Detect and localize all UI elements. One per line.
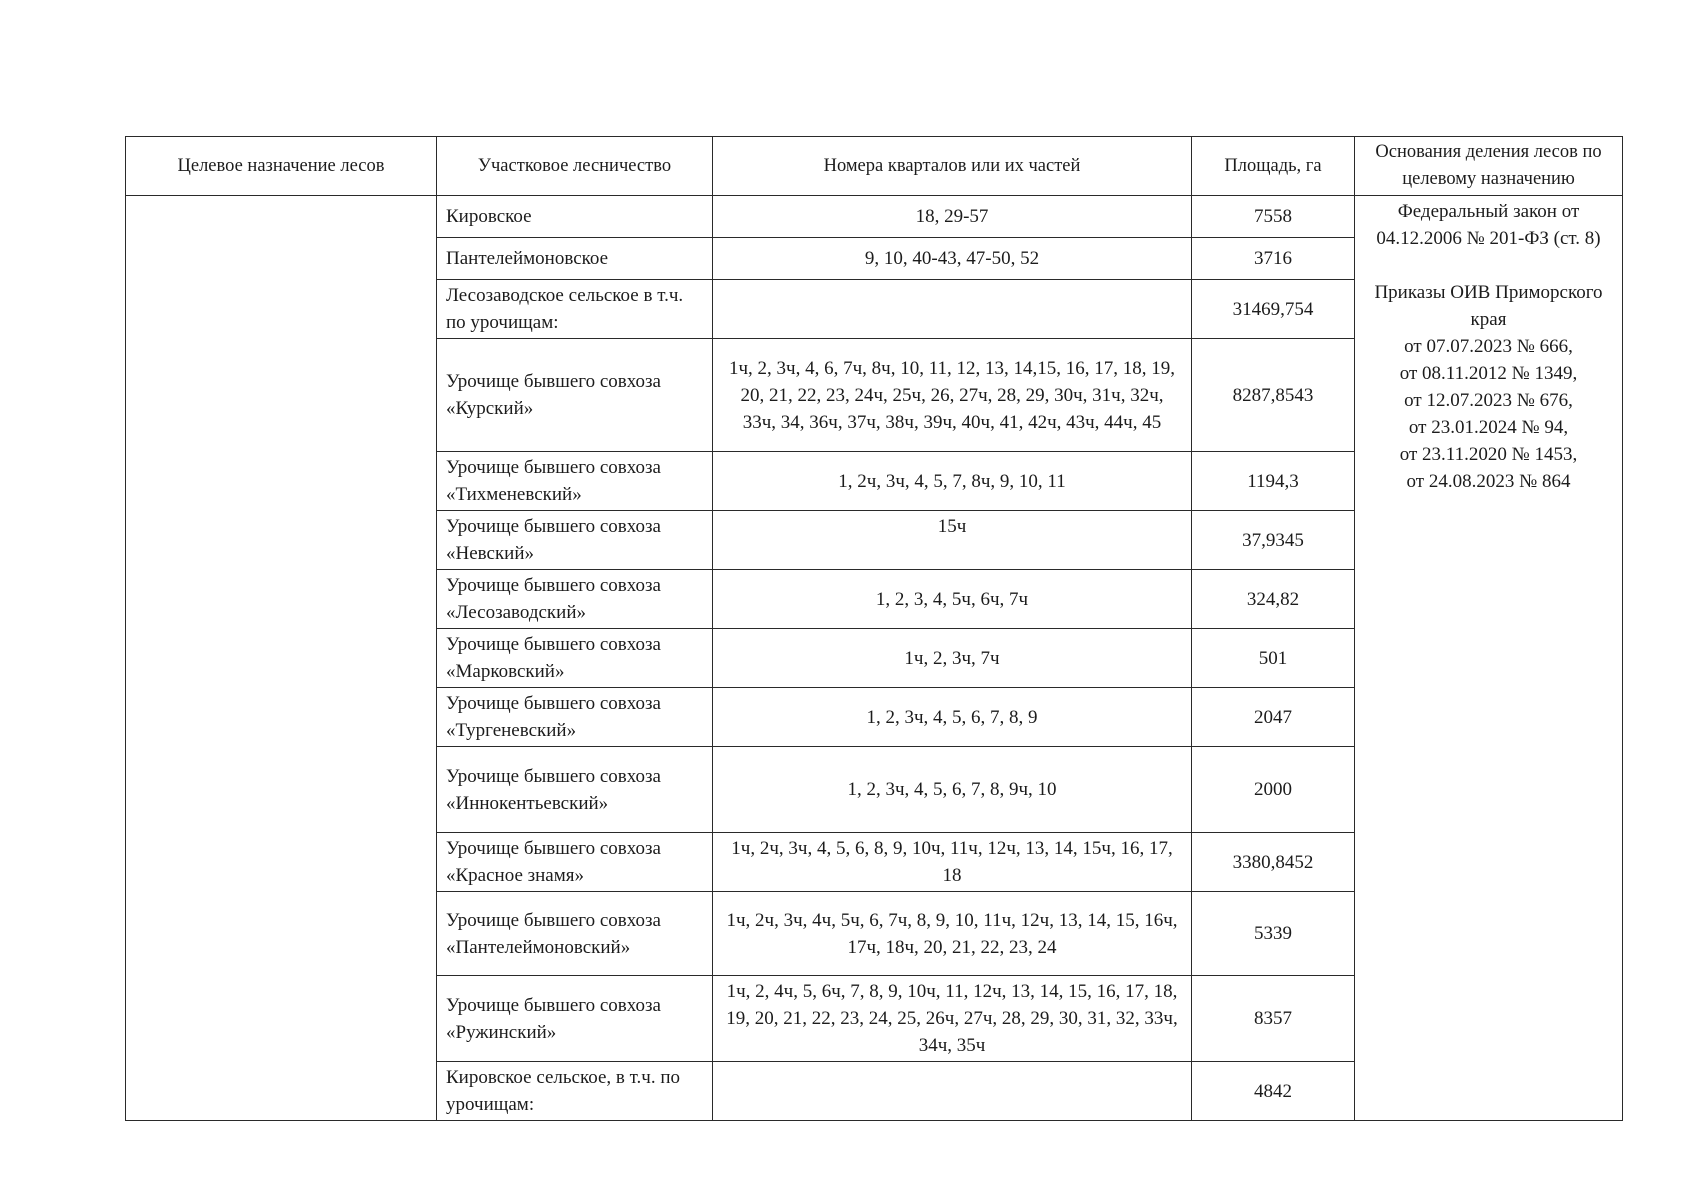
row-area: 2047 <box>1192 688 1355 747</box>
row-quarters: 1, 2ч, 3ч, 4, 5, 7, 8ч, 9, 10, 11 <box>713 452 1192 511</box>
row-quarters: 1, 2, 3ч, 4, 5, 6, 7, 8, 9ч, 10 <box>713 747 1192 833</box>
header-area: Площадь, га <box>1192 137 1355 196</box>
header-district-forestry: Участковое лесничество <box>437 137 713 196</box>
basis-orders-title: Приказы ОИВ Приморского края <box>1374 282 1603 330</box>
header-purpose: Целевое назначение лесов <box>126 137 437 196</box>
row-area: 1194,3 <box>1192 452 1355 511</box>
row-name: Лесозаводское сельское в т.ч. по урочищам: <box>437 280 713 339</box>
row-area: 31469,754 <box>1192 280 1355 339</box>
row-name: Урочище бывшего совхоза «Пантелеймоновский» <box>437 892 713 976</box>
basis-order: от 24.08.2023 № 864 <box>1406 471 1571 492</box>
basis-cell <box>1355 196 1623 1121</box>
row-quarters: 1ч, 2, 4ч, 5, 6ч, 7, 8, 9, 10ч, 11, 12ч, 13, 14, 15, 16, 17, 18, 19, 20, 21, 22, 23, 24, 25, 26ч, 27ч, 28, 29, 30, 31, 32, 33ч, 34ч, 35ч <box>713 976 1192 1062</box>
row-quarters: 15ч <box>713 511 1192 570</box>
basis-order: от 08.11.2012 № 1349, <box>1399 363 1578 384</box>
row-name: Урочище бывшего совхоза «Марковский» <box>437 629 713 688</box>
row-area: 5339 <box>1192 892 1355 976</box>
row-area: 8357 <box>1192 976 1355 1062</box>
row-name: Урочище бывшего совхоза «Лесозаводский» <box>437 570 713 629</box>
basis-order: от 07.07.2023 № 666, <box>1404 336 1573 357</box>
row-name: Урочище бывшего совхоза «Тургеневский» <box>437 688 713 747</box>
purpose-cell <box>126 196 437 1121</box>
row-quarters: 1ч, 2, 3ч, 7ч <box>713 629 1192 688</box>
row-area: 324,82 <box>1192 570 1355 629</box>
row-area: 4842 <box>1192 1062 1355 1121</box>
row-name: Кировское <box>437 196 713 238</box>
basis-order: от 23.11.2020 № 1453, <box>1399 444 1578 465</box>
row-area: 8287,8543 <box>1192 339 1355 452</box>
row-quarters: 1, 2, 3ч, 4, 5, 6, 7, 8, 9 <box>713 688 1192 747</box>
row-area: 2000 <box>1192 747 1355 833</box>
row-name: Урочище бывшего совхоза «Курский» <box>437 339 713 452</box>
row-quarters: 1, 2, 3, 4, 5ч, 6ч, 7ч <box>713 570 1192 629</box>
row-quarters: 1ч, 2ч, 3ч, 4ч, 5ч, 6, 7ч, 8, 9, 10, 11ч, 12ч, 13, 14, 15, 16ч, 17ч, 18ч, 20, 21, 22, 23, 24 <box>713 892 1192 976</box>
row-name: Урочище бывшего совхоза «Иннокентьевский» <box>437 747 713 833</box>
row-quarters: 1ч, 2ч, 3ч, 4, 5, 6, 8, 9, 10ч, 11ч, 12ч, 13, 14, 15ч, 16, 17, 18 <box>713 833 1192 892</box>
table-header-row <box>126 137 1623 196</box>
row-area: 501 <box>1192 629 1355 688</box>
header-quarters: Номера кварталов или их частей <box>713 137 1192 196</box>
row-quarters: 9, 10, 40-43, 47-50, 52 <box>713 238 1192 280</box>
table-row <box>126 196 1623 238</box>
row-quarters: 1ч, 2, 3ч, 4, 6, 7ч, 8ч, 10, 11, 12, 13, 14,15, 16, 17, 18, 19, 20, 21, 22, 23, 24ч, 25ч, 26, 27ч, 28, 29, 30ч, 31ч, 32ч, 33ч, 34, 36ч, 37ч, 38ч, 39ч, 40ч, 41, 42ч, 43ч, 44ч, 45 <box>713 339 1192 452</box>
row-name: Пантелеймоновское <box>437 238 713 280</box>
basis-order: от 12.07.2023 № 676, <box>1404 390 1573 411</box>
row-quarters <box>713 1062 1192 1121</box>
row-area: 3380,8452 <box>1192 833 1355 892</box>
row-name: Урочище бывшего совхоза «Красное знамя» <box>437 833 713 892</box>
header-basis: Основания деления лесов по целевому назначению <box>1355 137 1623 196</box>
row-area: 7558 <box>1192 196 1355 238</box>
forest-purpose-table <box>125 136 1623 1121</box>
row-name: Кировское сельское, в т.ч. по урочищам: <box>437 1062 713 1121</box>
row-area: 3716 <box>1192 238 1355 280</box>
row-quarters <box>713 280 1192 339</box>
row-name: Урочище бывшего совхоза «Невский» <box>437 511 713 570</box>
basis-order: от 23.01.2024 № 94, <box>1408 417 1569 438</box>
row-quarters: 18, 29-57 <box>713 196 1192 238</box>
row-name: Урочище бывшего совхоза «Ружинский» <box>437 976 713 1062</box>
basis-law: Федеральный закон от 04.12.2006 № 201-ФЗ (ст. 8) <box>1376 201 1601 249</box>
row-name: Урочище бывшего совхоза «Тихменевский» <box>437 452 713 511</box>
row-area: 37,9345 <box>1192 511 1355 570</box>
